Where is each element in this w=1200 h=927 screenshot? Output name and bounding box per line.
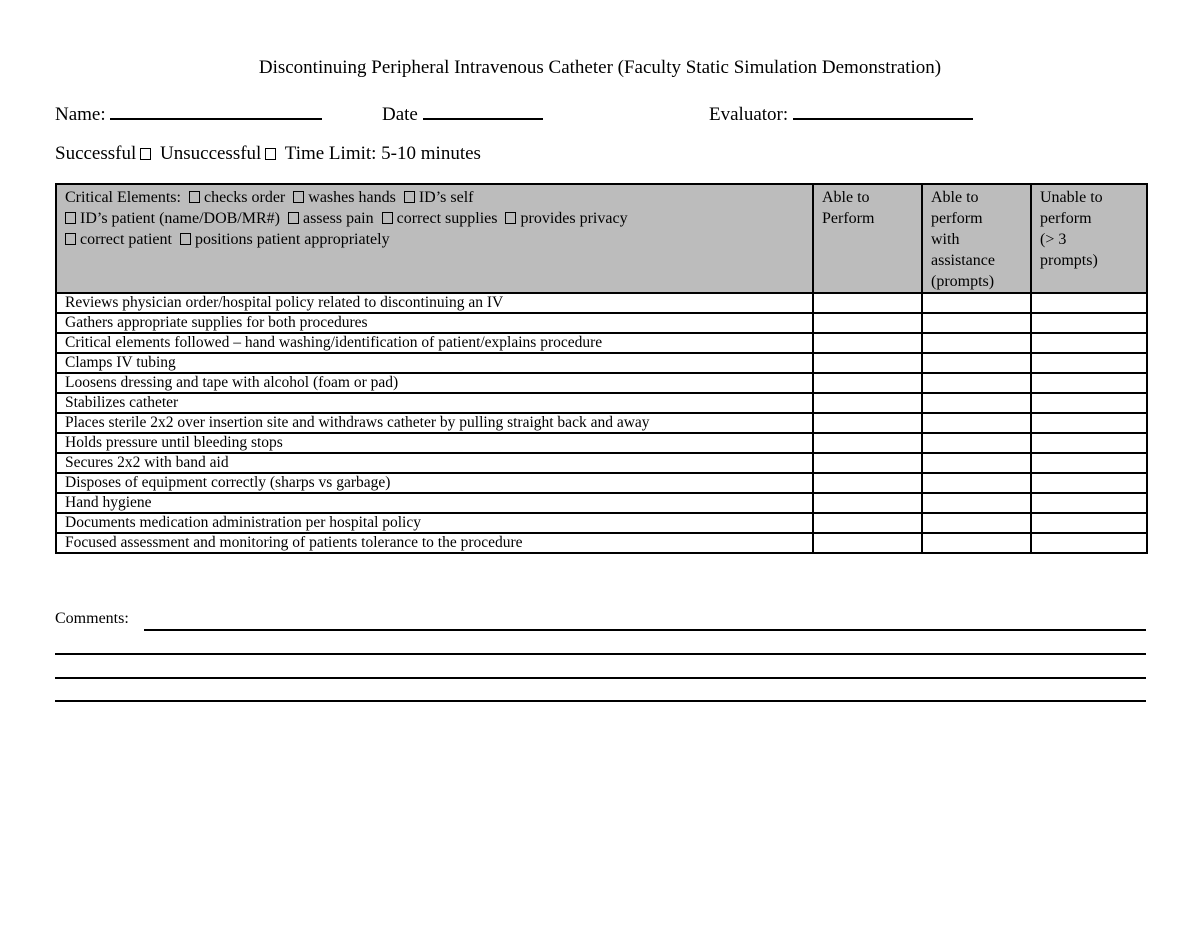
unable-cell[interactable] <box>1031 293 1147 313</box>
checkbox-assess-pain[interactable] <box>288 212 299 224</box>
name-label: Name: <box>55 104 106 125</box>
checkbox-washes-hands[interactable] <box>293 191 304 203</box>
item-washes-hands: washes hands <box>308 189 396 206</box>
unable-cell[interactable] <box>1031 313 1147 333</box>
item-correct-supplies: correct supplies <box>396 210 498 227</box>
assist-cell[interactable] <box>922 293 1031 313</box>
col-able-line-1: Able to <box>822 189 870 206</box>
table-row <box>56 453 1147 473</box>
able-cell[interactable] <box>813 353 922 373</box>
unable-cell[interactable] <box>1031 393 1147 413</box>
assist-cell[interactable] <box>922 453 1031 473</box>
critical-elements-label: Critical Elements: <box>65 189 181 206</box>
unable-cell[interactable] <box>1031 493 1147 513</box>
col-assist-line-3: with <box>931 231 960 248</box>
col-able-header <box>813 184 922 293</box>
col-assist-line-5: (prompts) <box>931 273 995 290</box>
item-correct-patient: correct patient <box>80 231 172 248</box>
able-cell[interactable] <box>813 433 922 453</box>
comments-section <box>55 610 129 628</box>
name-input-line[interactable] <box>110 100 322 120</box>
assist-cell[interactable] <box>922 373 1031 393</box>
date-input-line[interactable] <box>423 100 543 120</box>
assist-cell[interactable] <box>922 413 1031 433</box>
task-description: Places sterile 2x2 over insertion site and withdraws catheter by pulling straight back and away <box>56 413 813 433</box>
able-cell[interactable] <box>813 333 922 353</box>
assist-cell[interactable] <box>922 313 1031 333</box>
table-row <box>56 313 1147 333</box>
unable-cell[interactable] <box>1031 453 1147 473</box>
assist-cell[interactable] <box>922 393 1031 413</box>
task-description: Stabilizes catheter <box>56 393 813 413</box>
unable-cell[interactable] <box>1031 473 1147 493</box>
task-description: Disposes of equipment correctly (sharps vs garbage) <box>56 473 813 493</box>
col-assist-header <box>922 184 1031 293</box>
assist-cell[interactable] <box>922 513 1031 533</box>
time-limit: Time Limit: 5-10 minutes <box>284 143 481 164</box>
col-assist-line-2: perform <box>931 210 983 227</box>
assist-cell[interactable] <box>922 433 1031 453</box>
checkbox-provides-privacy[interactable] <box>505 212 516 224</box>
unsuccessful-checkbox[interactable] <box>265 148 276 160</box>
form-title: Discontinuing Peripheral Intravenous Catheter (Faculty Static Simulation Demonstration) <box>258 57 942 78</box>
evaluation-table <box>55 183 1148 554</box>
table-row <box>56 473 1147 493</box>
item-positions-patient: positions patient appropriately <box>194 231 390 248</box>
col-able-line-2: Perform <box>822 210 875 227</box>
item-ids-self: ID’s self <box>418 189 474 206</box>
assist-cell[interactable] <box>922 493 1031 513</box>
unable-cell[interactable] <box>1031 333 1147 353</box>
successful-label: Successful <box>55 143 137 164</box>
checkbox-correct-patient[interactable] <box>65 233 76 245</box>
evaluator-field <box>709 100 973 126</box>
col-unable-line-2: perform <box>1040 210 1092 227</box>
col-unable-header <box>1031 184 1147 293</box>
unable-cell[interactable] <box>1031 513 1147 533</box>
unsuccessful-label: Unsuccessful <box>160 143 262 164</box>
task-rows <box>56 293 1147 553</box>
able-cell[interactable] <box>813 473 922 493</box>
able-cell[interactable] <box>813 293 922 313</box>
table-row <box>56 333 1147 353</box>
date-label: Date <box>382 104 418 125</box>
unable-cell[interactable] <box>1031 413 1147 433</box>
able-cell[interactable] <box>813 413 922 433</box>
evaluator-input-line[interactable] <box>793 100 973 120</box>
comments-line-2[interactable] <box>55 653 1146 655</box>
able-cell[interactable] <box>813 493 922 513</box>
result-line <box>55 143 481 165</box>
comments-label: Comments: <box>55 610 129 627</box>
task-description: Focused assessment and monitoring of patients tolerance to the procedure <box>56 533 813 553</box>
task-description: Reviews physician order/hospital policy related to discontinuing an IV <box>56 293 813 313</box>
assist-cell[interactable] <box>922 353 1031 373</box>
task-description: Loosens dressing and tape with alcohol (foam or pad) <box>56 373 813 393</box>
task-description: Critical elements followed – hand washing/identification of patient/explains procedure <box>56 333 813 353</box>
table-row <box>56 353 1147 373</box>
task-description: Documents medication administration per hospital policy <box>56 513 813 533</box>
unable-cell[interactable] <box>1031 373 1147 393</box>
comments-line-3[interactable] <box>55 677 1146 679</box>
task-description: Secures 2x2 with band aid <box>56 453 813 473</box>
table-row <box>56 393 1147 413</box>
unable-cell[interactable] <box>1031 353 1147 373</box>
able-cell[interactable] <box>813 453 922 473</box>
name-field <box>55 100 322 126</box>
table-row <box>56 373 1147 393</box>
successful-checkbox[interactable] <box>140 148 151 160</box>
checkbox-ids-patient[interactable] <box>65 212 76 224</box>
comments-line-4[interactable] <box>55 700 1146 702</box>
comments-line-1[interactable] <box>144 629 1146 631</box>
assist-cell[interactable] <box>922 533 1031 553</box>
date-field <box>382 100 543 126</box>
col-unable-line-1: Unable to <box>1040 189 1103 206</box>
table-row <box>56 413 1147 433</box>
unable-cell[interactable] <box>1031 433 1147 453</box>
col-unable-line-4: prompts) <box>1040 252 1098 269</box>
checkbox-correct-supplies[interactable] <box>382 212 393 224</box>
able-cell[interactable] <box>813 313 922 333</box>
table-row <box>56 433 1147 453</box>
assist-cell[interactable] <box>922 333 1031 353</box>
able-cell[interactable] <box>813 373 922 393</box>
task-description: Clamps IV tubing <box>56 353 813 373</box>
table-row <box>56 493 1147 513</box>
critical-elements-cell <box>56 184 813 293</box>
unable-cell[interactable] <box>1031 533 1147 553</box>
col-unable-line-3: (> 3 <box>1040 231 1067 248</box>
col-assist-line-4: assistance <box>931 252 995 269</box>
table-row <box>56 513 1147 533</box>
checkbox-ids-self[interactable] <box>404 191 415 203</box>
table-row <box>56 533 1147 553</box>
task-description: Hand hygiene <box>56 493 813 513</box>
task-description: Gathers appropriate supplies for both procedures <box>56 313 813 333</box>
item-provides-privacy: provides privacy <box>520 210 628 227</box>
task-description: Holds pressure until bleeding stops <box>56 433 813 453</box>
evaluator-label: Evaluator: <box>709 104 789 125</box>
checkbox-positions-patient[interactable] <box>180 233 191 245</box>
header-row <box>56 184 1147 293</box>
able-cell[interactable] <box>813 513 922 533</box>
able-cell[interactable] <box>813 533 922 553</box>
item-checks-order: checks order <box>203 189 286 206</box>
table-row <box>56 293 1147 313</box>
col-assist-line-1: Able to <box>931 189 979 206</box>
checkbox-checks-order[interactable] <box>189 191 200 203</box>
item-ids-patient: ID’s patient (name/DOB/MR#) <box>80 210 280 227</box>
assist-cell[interactable] <box>922 473 1031 493</box>
able-cell[interactable] <box>813 393 922 413</box>
item-assess-pain: assess pain <box>302 210 374 227</box>
